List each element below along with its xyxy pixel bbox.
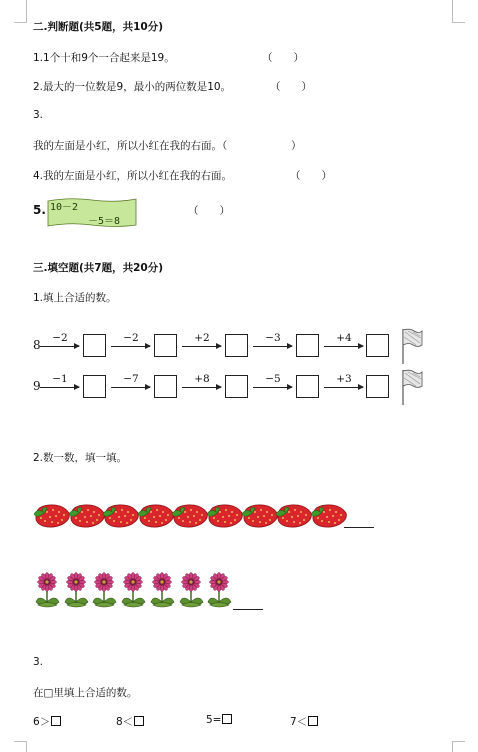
chain-operation-label: −5 bbox=[265, 373, 281, 385]
section2-title: 二.判断题(共5题，共10分) bbox=[33, 21, 164, 33]
comparison-answer-box[interactable] bbox=[308, 716, 318, 726]
s3-q1-text: 1.填上合适的数。 bbox=[33, 292, 117, 304]
strawberry-icon bbox=[33, 502, 71, 533]
s2-q5-answer-paren[interactable]: （ ） bbox=[188, 205, 230, 217]
comparison-expression: 6＞ bbox=[33, 716, 51, 728]
s2-q2-answer-paren[interactable]: （ ） bbox=[270, 81, 312, 93]
comparison-item bbox=[33, 714, 61, 729]
chain-arrow bbox=[324, 346, 363, 347]
chain-answer-box[interactable] bbox=[296, 375, 319, 398]
s2-q5-number: 5. bbox=[33, 203, 46, 217]
chain-operation-label: −2 bbox=[52, 332, 68, 344]
equation-line-1: 10－2 bbox=[50, 202, 79, 213]
chain-start-number: 9 bbox=[33, 379, 41, 393]
chain-answer-box[interactable] bbox=[154, 375, 177, 398]
crop-mark-top-left bbox=[14, 0, 27, 23]
chain-answer-box[interactable] bbox=[366, 334, 389, 357]
chain-answer-box[interactable] bbox=[366, 375, 389, 398]
chain-operation-label: +3 bbox=[336, 373, 352, 385]
chain-operation-label: +8 bbox=[194, 373, 210, 385]
chain-operation-label: +4 bbox=[336, 332, 352, 344]
flower-icon bbox=[149, 572, 176, 613]
flower-icon bbox=[178, 572, 205, 613]
section3-title: 三.填空题(共7题，共20分) bbox=[33, 262, 164, 274]
flower-icon bbox=[63, 572, 90, 613]
flower-icon bbox=[120, 572, 147, 613]
equation-line-2: －5＝8 bbox=[88, 216, 121, 227]
strawberry-icon bbox=[102, 502, 140, 533]
chain-arrow bbox=[111, 387, 150, 388]
s3-q3-number: 3. bbox=[33, 656, 44, 668]
crop-mark-top-right bbox=[452, 0, 465, 23]
chain-operation-label: −3 bbox=[265, 332, 281, 344]
chain-answer-box[interactable] bbox=[154, 334, 177, 357]
flower-count-blank[interactable] bbox=[233, 609, 263, 610]
strawberry-icon bbox=[241, 502, 279, 533]
chain-arrow bbox=[182, 387, 221, 388]
s2-q4-answer-paren[interactable]: （ ） bbox=[290, 170, 332, 182]
chain-operation-label: −7 bbox=[123, 373, 139, 385]
equation-card bbox=[46, 197, 138, 229]
comparison-answer-box[interactable] bbox=[51, 716, 61, 726]
strawberry-icon bbox=[171, 502, 209, 533]
s2-q2-text: 2.最大的一位数是9，最小的两位数是10。 bbox=[33, 81, 232, 93]
flower-icon bbox=[91, 572, 118, 613]
crop-mark-bottom-right bbox=[452, 741, 465, 752]
s2-q3-answer-paren-close[interactable]: ） bbox=[291, 140, 302, 152]
strawberry-icon bbox=[68, 502, 106, 533]
strawberry-icon bbox=[137, 502, 175, 533]
s2-q3-text: 我的左面是小红，所以小红在我的右面。（ bbox=[33, 140, 228, 152]
chain-operation-label: −1 bbox=[52, 373, 68, 385]
chain-arrow bbox=[40, 346, 79, 347]
chain-answer-box[interactable] bbox=[83, 334, 106, 357]
flower-icon bbox=[34, 572, 61, 613]
s2-q1-answer-paren[interactable]: （ ） bbox=[262, 52, 304, 64]
strawberry-count-blank[interactable] bbox=[344, 527, 374, 528]
s2-q4-text: 4.我的左面是小红，所以小红在我的右面。 bbox=[33, 170, 233, 182]
comparison-expression: 7＜ bbox=[290, 716, 308, 728]
chain-answer-box[interactable] bbox=[83, 375, 106, 398]
s2-q1-text: 1.1个十和9个一合起来是19。 bbox=[33, 52, 175, 64]
chain-arrow bbox=[40, 387, 79, 388]
chain-arrow bbox=[253, 346, 292, 347]
chain-arrow bbox=[111, 346, 150, 347]
comparison-item bbox=[290, 714, 318, 729]
s2-q3-number: 3. bbox=[33, 109, 44, 121]
chain-start-number: 8 bbox=[33, 338, 41, 352]
comparison-item bbox=[116, 714, 144, 729]
comparison-answer-box[interactable] bbox=[134, 716, 144, 726]
finish-flag-icon bbox=[400, 328, 424, 367]
finish-flag-icon bbox=[400, 369, 424, 408]
chain-operation-label: −2 bbox=[123, 332, 139, 344]
comparison-expression: 5= bbox=[206, 714, 222, 726]
chain-arrow bbox=[324, 387, 363, 388]
chain-operation-label: +2 bbox=[194, 332, 210, 344]
strawberry-icon bbox=[310, 502, 348, 533]
strawberry-icon bbox=[275, 502, 313, 533]
chain-answer-box[interactable] bbox=[296, 334, 319, 357]
comparison-item bbox=[206, 714, 232, 726]
s3-q3-text: 在□里填上合适的数。 bbox=[33, 687, 138, 699]
chain-answer-box[interactable] bbox=[225, 375, 248, 398]
chain-answer-box[interactable] bbox=[225, 334, 248, 357]
chain-arrow bbox=[253, 387, 292, 388]
crop-mark-bottom-left bbox=[14, 741, 27, 752]
comparison-answer-box[interactable] bbox=[222, 714, 232, 724]
chain-arrow bbox=[182, 346, 221, 347]
flower-icon bbox=[206, 572, 233, 613]
strawberry-icon bbox=[206, 502, 244, 533]
comparison-expression: 8＜ bbox=[116, 716, 134, 728]
s3-q2-text: 2.数一数，填一填。 bbox=[33, 452, 128, 464]
